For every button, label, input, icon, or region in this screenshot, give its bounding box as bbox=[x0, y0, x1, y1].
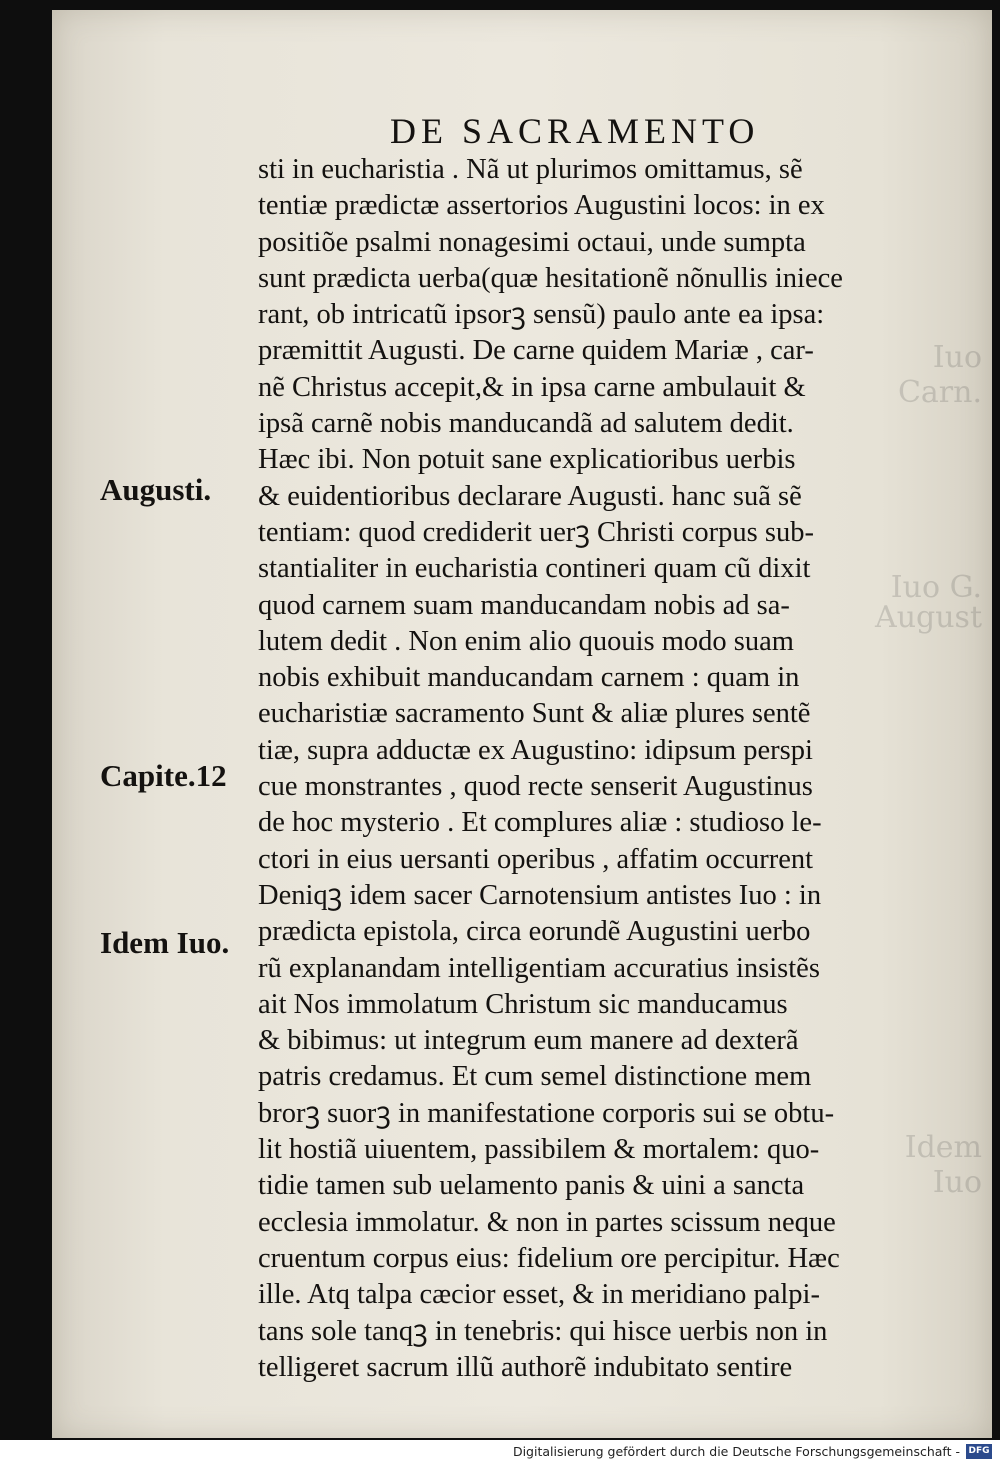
bleed-through-text: Iuo G. bbox=[890, 570, 982, 605]
text-line: nẽ Christus accepit,& in ipsa carne ambulauit & bbox=[258, 371, 806, 403]
text-line: præmittit Augusti. De carne quidem Mariæ , car- bbox=[258, 335, 814, 367]
text-line: ille. Atq talpa cæcior esset, & in meridiano palpi- bbox=[258, 1279, 820, 1311]
text-line: rũ explanandam intelligentiam accuratius insistẽs bbox=[258, 952, 820, 984]
text-line: Deniqꝫ idem sacer Carnotensium antistes Iuo : in bbox=[258, 879, 822, 911]
bleed-through-text: August bbox=[875, 600, 982, 635]
text-line: ecclesia immolatur. & non in partes scissum neque bbox=[258, 1206, 836, 1238]
text-line: sti in eucharistia . Nã ut plurimos omittamus, sẽ bbox=[258, 154, 803, 185]
text-line: stantialiter in eucharistia contineri quam cũ dixit bbox=[258, 553, 811, 585]
text-line: nobis exhibuit manducandam carnem : quam in bbox=[258, 662, 800, 694]
text-line: cruentum corpus eius: fidelium ore percipitur. Hæc bbox=[258, 1242, 840, 1274]
text-line: lit hostiã uiuentem, passibilem & mortalem: quo- bbox=[258, 1134, 820, 1166]
text-line: cue monstrantes , quod recte senserit Augustinus bbox=[258, 771, 813, 803]
text-line: tidie tamen sub uelamento panis & uini a sancta bbox=[258, 1170, 805, 1202]
bleed-through-text: Iuo Carn. bbox=[897, 340, 982, 410]
margin-note: Idem Iuo. bbox=[100, 925, 230, 960]
text-line: tentiam: quod crediderit uerꝫ Christi corpus sub- bbox=[258, 516, 814, 548]
margin-note: Augusti. bbox=[100, 472, 212, 507]
text-line: telligeret sacrum illũ authorẽ indubitato sentire bbox=[258, 1351, 793, 1383]
text-line: eucharistiæ sacramento Sunt & aliæ plures sentẽ bbox=[258, 698, 811, 730]
page-header: DE SACRAMENTO bbox=[390, 111, 760, 151]
funding-credit: Digitalisierung gefördert durch die Deutsche Forschungsgemeinschaft - bbox=[512, 1444, 960, 1459]
text-line: tiæ, supra adductæ ex Augustino: idipsum perspi bbox=[258, 734, 813, 766]
text-line: Hæc ibi. Non potuit sane explicatioribus uerbis bbox=[258, 444, 796, 476]
text-line: & bibimus: ut integrum eum manere ad dexterã bbox=[258, 1025, 799, 1057]
margin-note: Capite.12 bbox=[100, 758, 227, 793]
text-line: ipsã carnẽ nobis manducandã ad salutem dedit. bbox=[258, 408, 794, 440]
footer-bar bbox=[0, 1440, 1000, 1464]
text-line: rant, ob intricatũ ipsorꝫ sensũ) paulo ante ea ipsa: bbox=[258, 299, 825, 331]
text-line: prædicta epistola, circa eorundẽ Augustini uerbo bbox=[258, 916, 811, 948]
text-line: sunt prædicta uerba(quæ hesitationẽ nõnullis iniece bbox=[258, 262, 843, 294]
text-line: positiõe psalmi nonagesimi octaui, unde sumpta bbox=[258, 226, 806, 258]
text-line: ctori in eius uersanti operibus , affatim occurrent bbox=[258, 843, 814, 875]
text-line: tentiæ prædictæ assertorios Augustini locos: in ex bbox=[258, 190, 825, 222]
text-line: lutem dedit . Non enim alio quouis modo suam bbox=[258, 625, 794, 657]
text-line: brorꝫ suorꝫ in manifestatione corporis sui se obtu- bbox=[258, 1097, 835, 1129]
text-line: de hoc mysterio . Et complures aliæ : studioso le- bbox=[258, 807, 822, 839]
text-line: ait Nos immolatum Christum sic manducamus bbox=[258, 988, 788, 1020]
dfg-logo: DFG bbox=[966, 1444, 992, 1459]
text-line: & euidentioribus declarare Augusti. hanc suã sẽ bbox=[258, 480, 802, 512]
bleed-through-text: Idem Iuo bbox=[904, 1130, 982, 1200]
text-line: patris credamus. Et cum semel distinctione mem bbox=[258, 1061, 812, 1093]
body-text bbox=[258, 152, 958, 1386]
text-line: tans sole tanqꝫ in tenebris: qui hisce uerbis non in bbox=[258, 1315, 828, 1347]
text-line: quod carnem suam manducandam nobis ad sa- bbox=[258, 589, 790, 621]
